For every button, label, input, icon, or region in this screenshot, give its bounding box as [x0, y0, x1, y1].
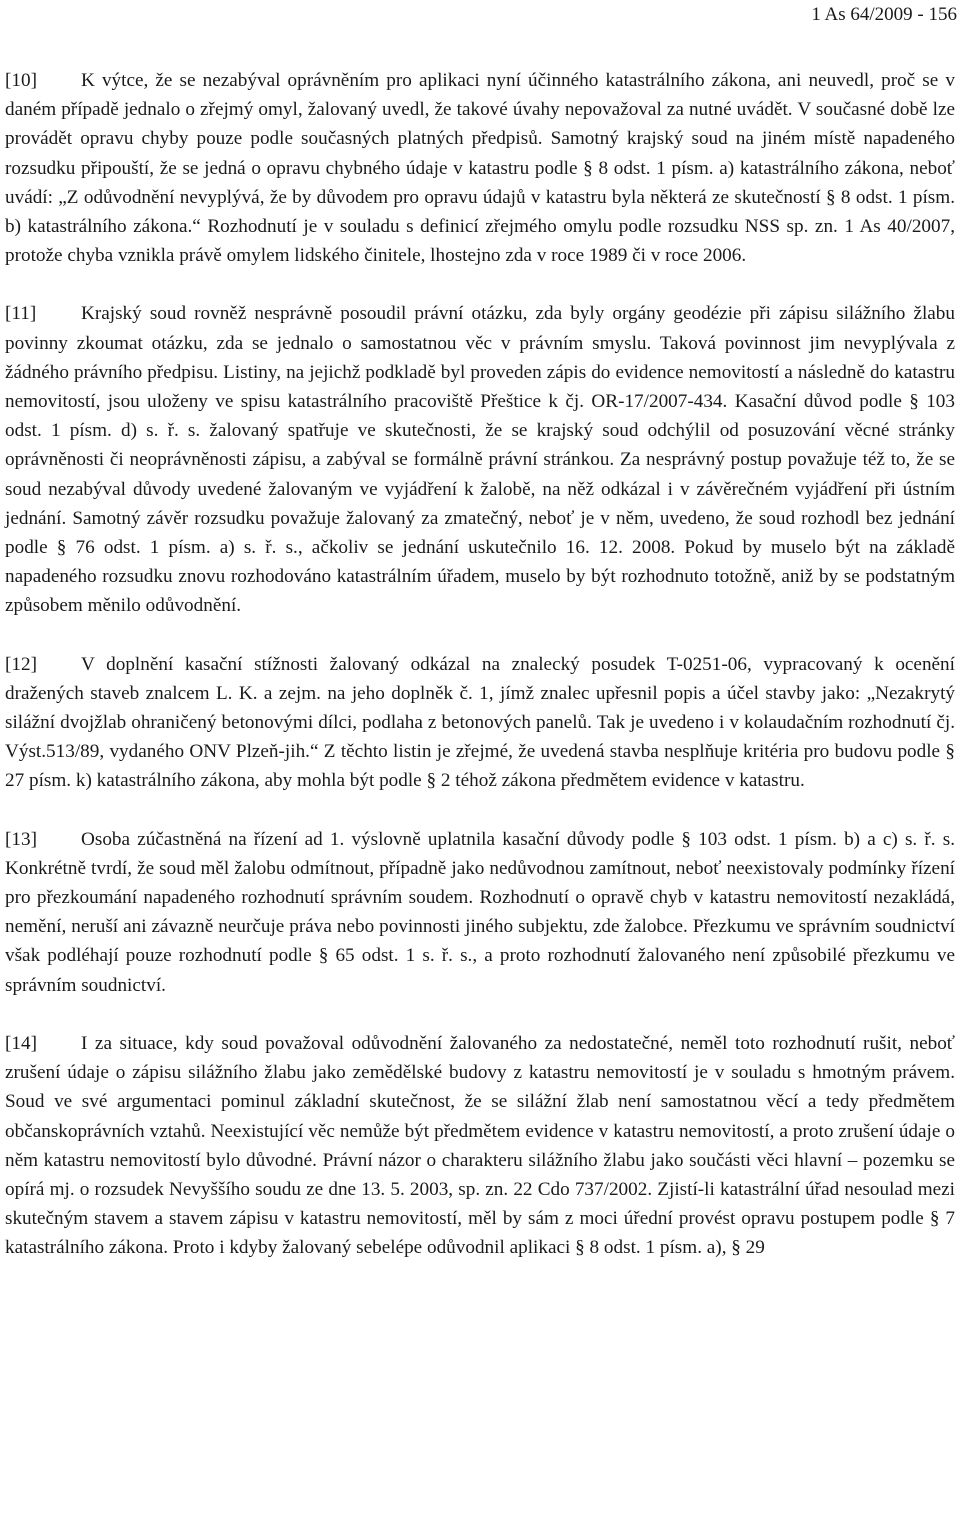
page-reference: 1 As 64/2009 - 156: [811, 4, 957, 25]
paragraph-14: [5, 1029, 955, 1263]
paragraph-10: [5, 66, 955, 270]
paragraph-text: Krajský soud rovněž nesprávně posoudil právní otázku, zda byly orgány geodézie při zápisu silážního žlabu povinny zkoumat otázku, zda se jednalo o samostatnou věc v právním smyslu. Taková povinnost jim nevyplývala z žádného právního předpisu. Listiny, na jejichž podkladě byl proveden zápis do evidence nemovitostí a následně do katastru nemovitostí, jsou uloženy ve spisu katastrálního pracoviště Přeštice k čj. OR-17/2007-434. Kasační důvod podle § 103 odst. 1 písm. d) s. ř. s. žalovaný spatřuje ve skutečnosti, že se krajský soud odchýlil od posuzování věcné stránky oprávněnosti či neoprávněnosti zápisu, a zabýval se formálně právní stránkou. Za nesprávný postup považuje též to, že se soud nezabýval důvody uvedené žalovaným ve vyjádření k žalobě, na něž odkázal i v závěrečném vyjádření při ústním jednání. Samotný závěr rozsudku považuje žalovaný za zmatečný, neboť je v něm, uvedeno, že soud rozhodl bez jednání podle § 76 odst. 1 písm. a) s. ř. s., ačkoliv se jednání uskutečnilo 16. 12. 2008. Pokud by muselo být na základě napadeného rozsudku znovu rozhodováno katastrálním úřadem, muselo by být rozhodnuto totožně, aniž by se podstatným způsobem měnilo odůvodnění.: [5, 303, 955, 617]
paragraph-13: [5, 825, 955, 1000]
paragraph-text: V doplnění kasační stížnosti žalovaný odkázal na znalecký posudek T-0251-06, vypracovaný k ocenění dražených staveb znalcem L. K. a zejm. na jeho doplněk č. 1, jímž znalec upřesnil popis a účel stavby jako: „Nezakrytý silážní dvojžlab ohraničený betonovými dílci, podlaha z betonových panelů. Tak je uvedeno i v kolaudačním rozhodnutí čj. Výst.513/89, vydaného ONV Plzeň-jih.“ Z těchto listin je zřejmé, že uvedená stavba nesplňuje kritéria pro budovu podle § 27 písm. k) katastrálního zákona, aby mohla být podle § 2 téhož zákona předmětem evidence v katastru.: [5, 653, 955, 792]
paragraph-text: I za situace, kdy soud považoval odůvodnění žalovaného za nedostatečné, neměl toto rozhodnutí rušit, neboť zrušení údaje o zápisu silážního žlabu jako zemědělské budovy z katastru nemovitostí je v souladu s hmotným právem. Soud ve své argumentaci pominul základní skutečnost, že se silážní žlab není samostatnou věcí a tedy předmětem občanskoprávních vztahů. Neexistující věc nemůže být předmětem evidence v katastru nemovitostí, a proto zrušení údaje o něm katastru nemovitostí bylo důvodné. Právní názor o charakteru silážního žlabu jako součásti věci hlavní – pozemku se opírá mj. o rozsudek Nevyššího soudu ze dne 13. 5. 2003, sp. zn. 22 Cdo 737/2002. Zjistí-li katastrální úřad nesoulad mezi skutečným stavem a stavem zápisu v katastru nemovitostí, měl by sám z moci úřední provést opravu postupem podle § 7 katastrálního zákona. Proto i kdyby žalovaný sebelépe odůvodnil aplikaci § 8 odst. 1 písm. a), § 29: [5, 1032, 955, 1259]
document-body: [5, 66, 955, 1292]
paragraph-number: [10]: [5, 70, 37, 91]
paragraph-number: [14]: [5, 1032, 37, 1054]
paragraph-number: [11]: [5, 303, 37, 325]
paragraph-number: [12]: [5, 653, 37, 675]
paragraph-text: K výtce, že se nezabýval oprávněním pro aplikaci nyní účinného katastrálního zákona, ani neuvedl, proč se v daném případě jednalo o zřejmý omyl, žalovaný uvedl, že takové úvahy nepovažoval za nutné uvádět. V současné době lze provádět opravu chyby pouze podle současných platných předpisů. Samotný krajský soud na jiném místě napadeného rozsudku připouští, že se jedná o opravu chybného údaje v katastru podle § 8 odst. 1 písm. a) katastrálního zákona, neboť uvádí: „Z odůvodnění nevyplývá, že by důvodem pro opravu údajů v katastru byla některá ze skutečností § 8 odst. 1 písm. b) katastrálního zákona.“ Rozhodnutí je v souladu s definicí zřejmého omylu podle rozsudku NSS sp. zn. 1 As 40/2007, protože chyba vznikla právě omylem lidského činitele, lhostejno zda v roce 1989 či v roce 2006.: [5, 70, 955, 267]
paragraph-text: Osoba zúčastněná na řízení ad 1. výslovně uplatnila kasační důvody podle § 103 odst. 1 písm. b) a c) s. ř. s. Konkrétně tvrdí, že soud měl žalobu odmítnout, případně jako nedůvodnou zamítnout, neboť neexistovaly podmínky řízení pro přezkoumání napadeného rozhodnutí správním soudem. Rozhodnutí o opravě chyb v katastru nemovitostí nezakládá, nemění, neruší ani závazně neurčuje práva nebo povinnosti jiného subjektu, zde žalobce. Přezkumu ve správním soudnictví však podléhají pouze rozhodnutí podle § 65 odst. 1 s. ř. s., a proto rozhodnutí žalovaného není způsobilé přezkumu ve správním soudnictví.: [5, 828, 955, 996]
paragraph-11: [5, 299, 955, 620]
paragraph-number: [13]: [5, 828, 37, 850]
paragraph-12: [5, 650, 955, 796]
